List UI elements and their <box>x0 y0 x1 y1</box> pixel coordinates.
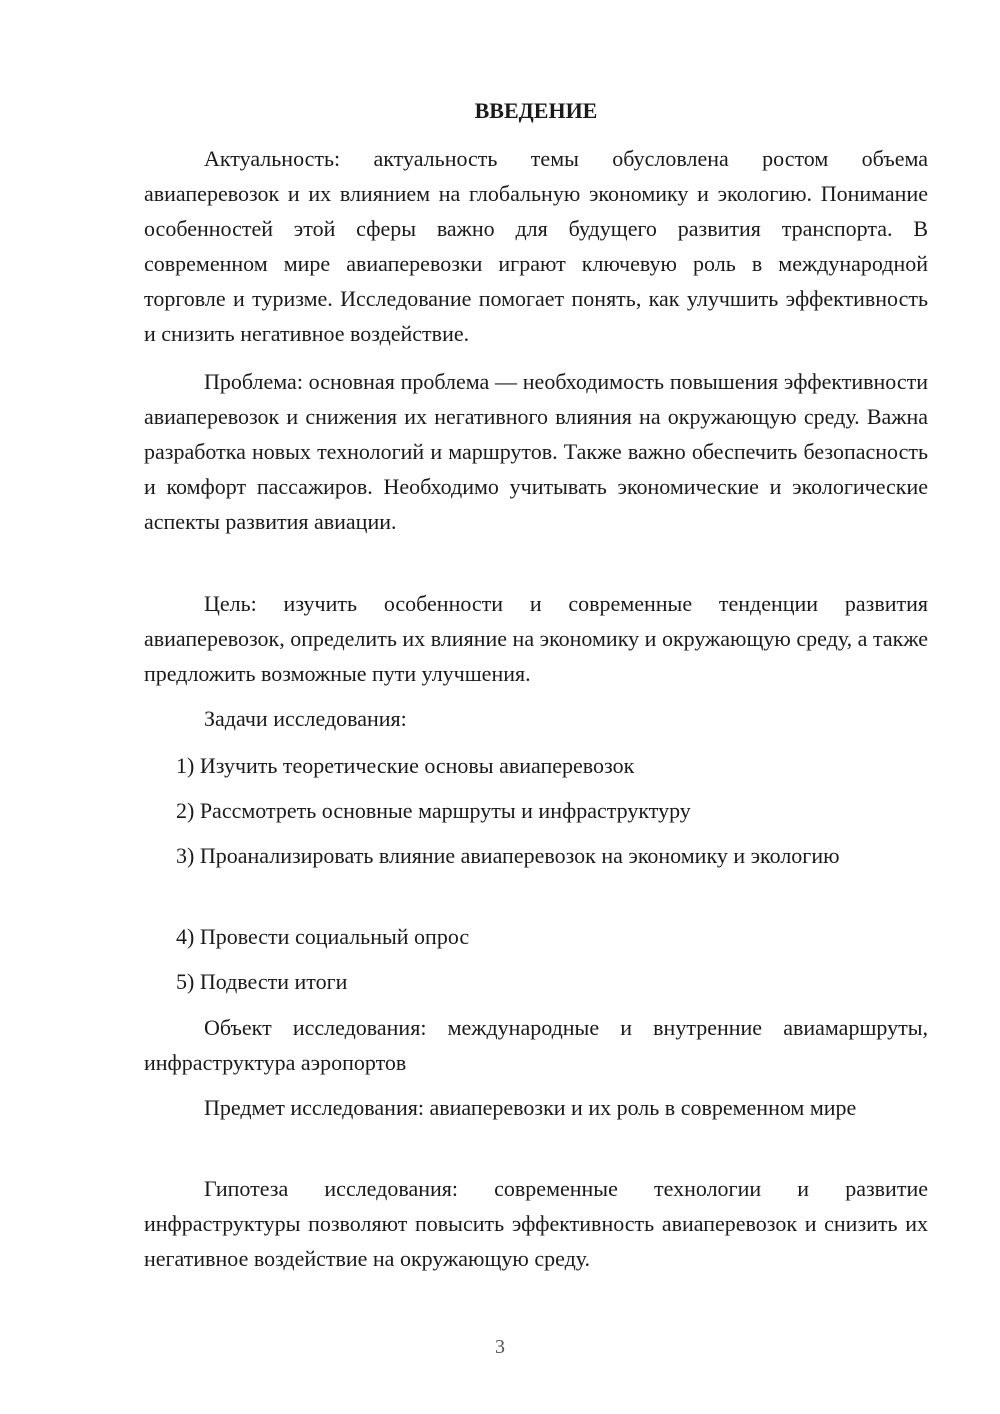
paragraph-relevance: Актуальность: актуальность темы обусловлена ростом объема авиаперевозок и их влиянием на глобальную экономику и экологию. Понимание особенностей этой сферы важно для будущего развития транспорта. В современном мире авиаперевозки играют ключевую роль в международной торговле и туризме. Исследование помогает понять, как улучшить эффективность и снизить негативное воздействие. <box>144 146 928 346</box>
paragraph-object: Объект исследования: международные и внутренние авиамаршруты, инфраструктура аэропортов <box>144 1015 928 1075</box>
task-item: 2) Рассмотреть основные маршруты и инфраструктуру <box>176 798 691 823</box>
task-item: 3) Проанализировать влияние авиаперевозок на экономику и экологию <box>176 843 840 868</box>
paragraph-hypothesis: Гипотеза исследования: современные технологии и развитие инфраструктуры позволяют повысить эффективность авиаперевозок и снизить их негативное воздействие на окружающую среду. <box>144 1176 928 1271</box>
page-number: 3 <box>495 1336 505 1358</box>
paragraph-tasks-heading: Задачи исследования: <box>204 706 407 731</box>
paragraph-problem: Проблема: основная проблема — необходимость повышения эффективности авиаперевозок и снижения их негативного влияния на окружающую среду. Важна разработка новых технологий и маршрутов. Также важно обеспечить безопасность и комфорт пассажиров. Необходимо учитывать экономические и экологические аспекты развития авиации. <box>144 369 928 534</box>
paragraph-goal: Цель: изучить особенности и современные тенденции развития авиаперевозок, определить их влияние на экономику и окружающую среду, а также предложить возможные пути улучшения. <box>144 591 928 686</box>
task-item: 4) Провести социальный опрос <box>176 924 470 949</box>
task-item: 5) Подвести итоги <box>176 969 348 994</box>
paragraph-subject: Предмет исследования: авиаперевозки и их роль в современном мире <box>204 1095 857 1120</box>
section-title: ВВЕДЕНИЕ <box>474 98 598 123</box>
task-item: 1) Изучить теоретические основы авиаперевозок <box>176 753 635 778</box>
